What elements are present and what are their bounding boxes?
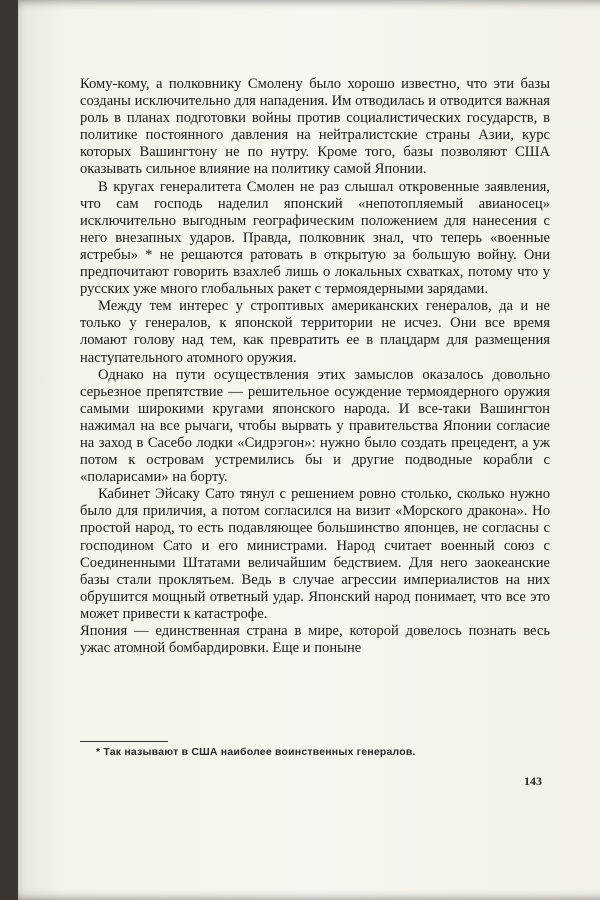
footnote-divider bbox=[80, 741, 168, 742]
book-page bbox=[18, 0, 600, 900]
paragraph-5: Кабинет Эйсаку Сато тянул с решением ровно столько, сколько нужно было для приличия, а потом согласился на визит «Морского дракона». Но простой народ, то есть подавляющее большинство японцев, не согласны с господином Сато и его министрами. Народ считает военный союз с Соединенными Штатами величайшим бедствием. Для него заокеанские базы стали проклятьем. Ведь в случае агрессии империалистов на них обрушится мощный ответный удар. Японский народ понимает, что все это может привести к катастрофе. bbox=[80, 486, 550, 622]
paragraph-3: Между тем интерес у строптивых американских генералов, да и не только у генералов, к японской территории не исчез. Они все время ломают голову над тем, как превратить ее в плацдарм для размещения наступательного атомного оружия. bbox=[80, 298, 550, 366]
paragraph-2: В кругах генералитета Смолен не раз слышал откровенные заявления, что сам господь наделил японский «непотопляемый авианосец» исключительно выгодным географическим положением для нанесения с него внезапных ударов. Правда, полковник знал, что теперь «военные ястребы» * не решаются ратовать в открытую за большую войну. Они предпочитают говорить взахлеб лишь о локальных схватках, потому что у русских уже много глобальных ракет с термоядерными зарядами. bbox=[80, 178, 550, 298]
paragraph-6: Япония — единственная страна в мире, которой довелось познать весь ужас атомной бомбардировки. Еще и поныне bbox=[80, 623, 550, 657]
footnote: * Так называют в США наиболее воинственных генералов. bbox=[96, 746, 416, 758]
body-text bbox=[80, 76, 550, 657]
paragraph-4: Однако на пути осуществления этих замыслов оказалось довольно серьезное препятствие — решительное осуждение термоядерного оружия самыми широкими кругами японского народа. И все-таки Вашингтон нажимал на все рычаги, чтобы вырвать у правительства Японии согласие на заход в Сасебо лодки «Сидрэгон»: нужно было создать прецедент, а уж потом к островам устремились бы и другие подводные корабли с «поларисами» на борту. bbox=[80, 366, 550, 486]
page-number: 143 bbox=[524, 774, 542, 788]
paragraph-1: Кому-кому, а полковнику Смолену было хорошо известно, что эти базы созданы исключительно для нападения. Им отводилась и отводится важная роль в планах подготовки войны против социалистических государств, в политике постоянного давления на нейтралистские страны Азии, курс которых Вашингтону не по нутру. Кроме того, базы позволяют США оказывать сильное влияние на политику самой Японии. bbox=[80, 76, 550, 178]
